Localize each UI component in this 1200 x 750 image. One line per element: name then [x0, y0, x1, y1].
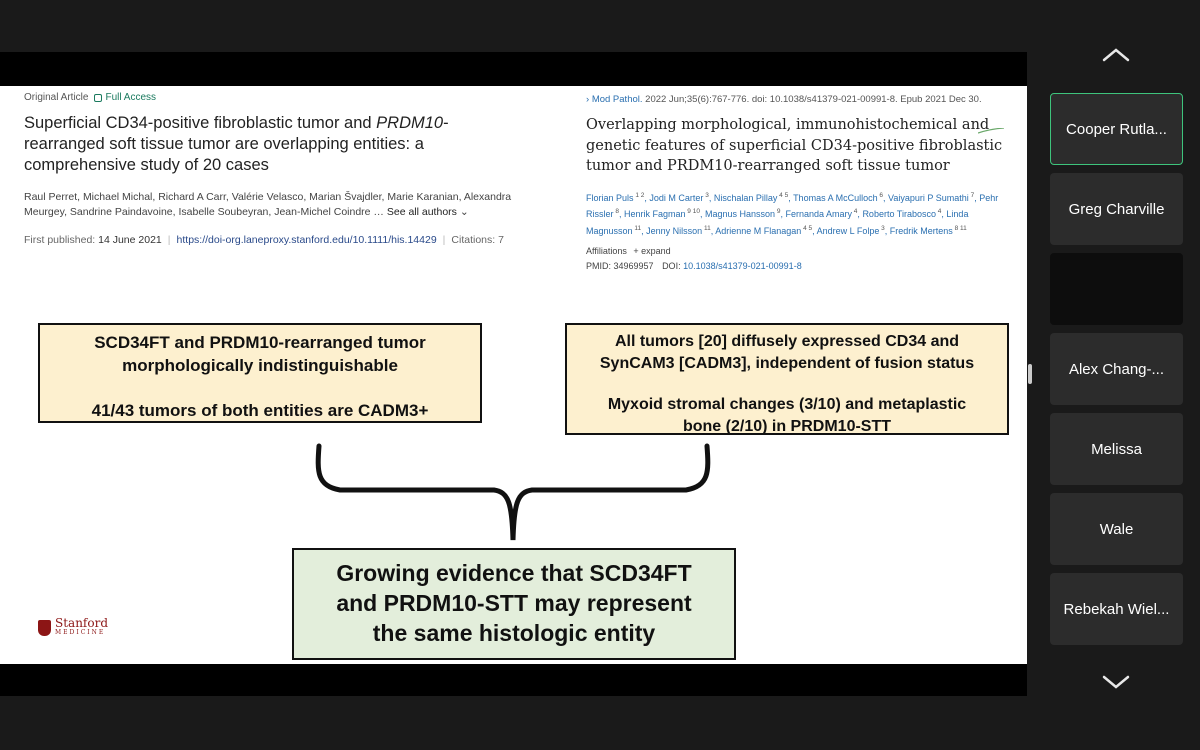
author-affiliation-sup: 11	[702, 224, 711, 232]
full-access-badge	[94, 92, 156, 103]
author-name[interactable]: Pehr Rissler	[586, 192, 999, 219]
participant-tile[interactable]	[1050, 333, 1183, 405]
scroll-up-icon[interactable]	[1100, 44, 1132, 64]
right-doi-link[interactable]: 10.1038/s41379-021-00991-8	[683, 261, 802, 271]
author-affiliation-sup: 7	[968, 191, 975, 199]
participant-tile[interactable]	[1050, 413, 1183, 485]
presentation-slide	[0, 86, 1027, 664]
author-name[interactable]: Fernanda Amary	[785, 209, 852, 219]
curly-brace-connector	[300, 442, 730, 542]
author-name[interactable]: Fredrik Mertens	[889, 225, 953, 236]
pmid-row: PMID: 34969957 DOI: 10.1038/s41379-021-00991-8	[586, 261, 802, 271]
affiliations-row: Affiliations + expand	[586, 246, 671, 256]
author-name[interactable]: Henrik Fagman	[623, 209, 686, 219]
left-article	[24, 92, 524, 246]
author-affiliation-sup: 3	[703, 191, 709, 199]
participant-name: Wale	[1099, 520, 1134, 538]
author-name[interactable]: Andrew L Folpe	[816, 225, 880, 236]
author-affiliation-sup: 3	[879, 224, 885, 232]
article-meta-row	[24, 92, 524, 103]
author-affiliation-sup: 4 5	[777, 191, 789, 199]
author-name[interactable]: Jenny Nilsson	[646, 225, 703, 236]
participant-tile[interactable]	[1050, 173, 1183, 245]
author-affiliation-sup: 9	[775, 208, 781, 215]
participant-name: Melissa	[1091, 440, 1142, 458]
participant-tile[interactable]	[1050, 93, 1183, 165]
doi-link[interactable]: https://doi-org.laneproxy.stanford.edu/10.1111/his.14429	[176, 234, 437, 246]
author-affiliation-sup: 8 11	[952, 224, 967, 232]
author-name[interactable]: Thomas A McCulloch	[793, 192, 878, 203]
scroll-down-icon[interactable]	[1100, 672, 1132, 692]
author-affiliation-sup: 8	[613, 208, 619, 215]
participant-tile[interactable]	[1050, 253, 1183, 325]
full-access-label: Full Access	[105, 92, 157, 103]
author-affiliation-sup: 6	[877, 191, 884, 199]
author-name[interactable]: Adrienne M Flanagan	[715, 225, 802, 236]
author-affiliation-sup: 4	[852, 208, 858, 215]
author-affiliation-sup: 1 2	[633, 191, 645, 199]
participant-sidebar	[1040, 0, 1200, 750]
journal-name[interactable]: Mod Pathol.	[591, 94, 643, 105]
stanford-medicine-logo: Stanford MEDICINE	[38, 618, 108, 638]
author-name[interactable]: Nischalan Pillay	[713, 192, 778, 203]
chevron-down-icon: ⌄	[459, 206, 469, 218]
stanford-shield-icon	[38, 620, 51, 636]
first-published-date: 14 June 2021	[98, 234, 162, 246]
participant-name: Alex Chang-...	[1068, 360, 1165, 378]
chevron-right-icon: ›	[586, 94, 590, 105]
participant-tile[interactable]	[1050, 493, 1183, 565]
see-all-authors-link[interactable]: See all authors	[386, 206, 457, 218]
left-summary-box: SCD34FT and PRDM10-rearranged tumor morphologically indistinguishable 41/43 tumors of both entities are CADM3+	[38, 323, 482, 423]
panel-resize-handle[interactable]	[1028, 364, 1032, 384]
lock-icon	[94, 94, 102, 102]
participant-name: Cooper Rutla...	[1066, 120, 1167, 138]
author-name[interactable]: Vaiyapuri P Sumathi	[888, 192, 969, 203]
right-article-authors: Florian Puls $^{1 2}$, Jodi M Carter $^3$, Nischalan Pillay $^{4 5}$, Thomas A McCulloch $^6$, Vaiyapuri P Sumathi $^7$, Pehr Rissler $^8$, Henrik Fagman $^{9 10}$, Magnus Hansson $^9$, Fernanda Amary $^4$, Roberto Tirabosco $^4$, Linda Magnusson $^{11}$, Jenny Nilsson $^{11}$, Adrienne M Flanagan $^{4 5}$, Andrew L Folpe $^3$, Fredrik Mertens $^{8 11}$	[586, 191, 999, 236]
author-affiliation-sup: 4 5	[801, 224, 813, 232]
author-name[interactable]: Magnus Hansson	[704, 209, 776, 219]
participant-name: Greg Charville	[1068, 200, 1165, 218]
author-affiliation-sup: 9 10	[685, 208, 700, 215]
left-article-title: Superficial CD34-positive fibroblastic tumor and PRDM10-rearranged soft tissue tumor are overlapping entities: a comprehensive study of 20 cases	[24, 114, 449, 174]
article-type: Original Article	[24, 92, 89, 103]
pmid: PMID: 34969957	[586, 261, 654, 271]
author-name[interactable]: Roberto Tirabosco	[862, 209, 936, 219]
pen-annotation-mark	[978, 128, 1004, 134]
citations-count: Citations: 7	[451, 234, 504, 246]
right-article	[586, 94, 1006, 271]
right-summary-box: All tumors [20] diffusely expressed CD34 and SynCAM3 [CADM3], independent of fusion status Myxoid stromal changes (3/10) and metaplastic bone (2/10) in PRDM10-STT	[565, 323, 1009, 435]
conclusion-box: Growing evidence that SCD34FT and PRDM10-STT may represent the same histologic entity	[292, 548, 736, 660]
participant-name: Rebekah Wiel...	[1063, 600, 1170, 618]
author-affiliation-sup: 11	[632, 224, 642, 232]
journal-citation: › Mod Pathol. 2022 Jun;35(6):767-776. doi: 10.1038/s41379-021-00991-8. Epub 2021 Dec 30.	[586, 94, 982, 105]
author-name[interactable]: Florian Puls	[586, 192, 634, 203]
publication-info: First published: 14 June 2021 | https://doi-org.laneproxy.stanford.edu/10.1111/his.14429 | Citations: 7	[24, 234, 504, 246]
author-name[interactable]: Linda Magnusson	[586, 209, 969, 236]
left-article-authors: Raul Perret, Michael Michal, Richard A Carr, Valérie Velasco, Marian Švajdler, Marie Karanian, Alexandra Meurgey, Sandrine Paindavoine, Isabelle Soubeyran, Jean-Michel Coindre … See all authors ⌄	[24, 191, 512, 218]
expand-affiliations-button[interactable]: + expand	[633, 246, 671, 256]
screen-share-area	[0, 52, 1027, 696]
author-name[interactable]: Jodi M Carter	[649, 192, 704, 203]
participant-tile[interactable]	[1050, 573, 1183, 645]
author-affiliation-sup: 4	[935, 208, 942, 215]
right-article-title: Overlapping morphological, immunohistochemical and genetic features of superficial CD34-positive fibroblastic tumor and PRDM10-rearranged soft tissue tumor	[586, 117, 1003, 174]
